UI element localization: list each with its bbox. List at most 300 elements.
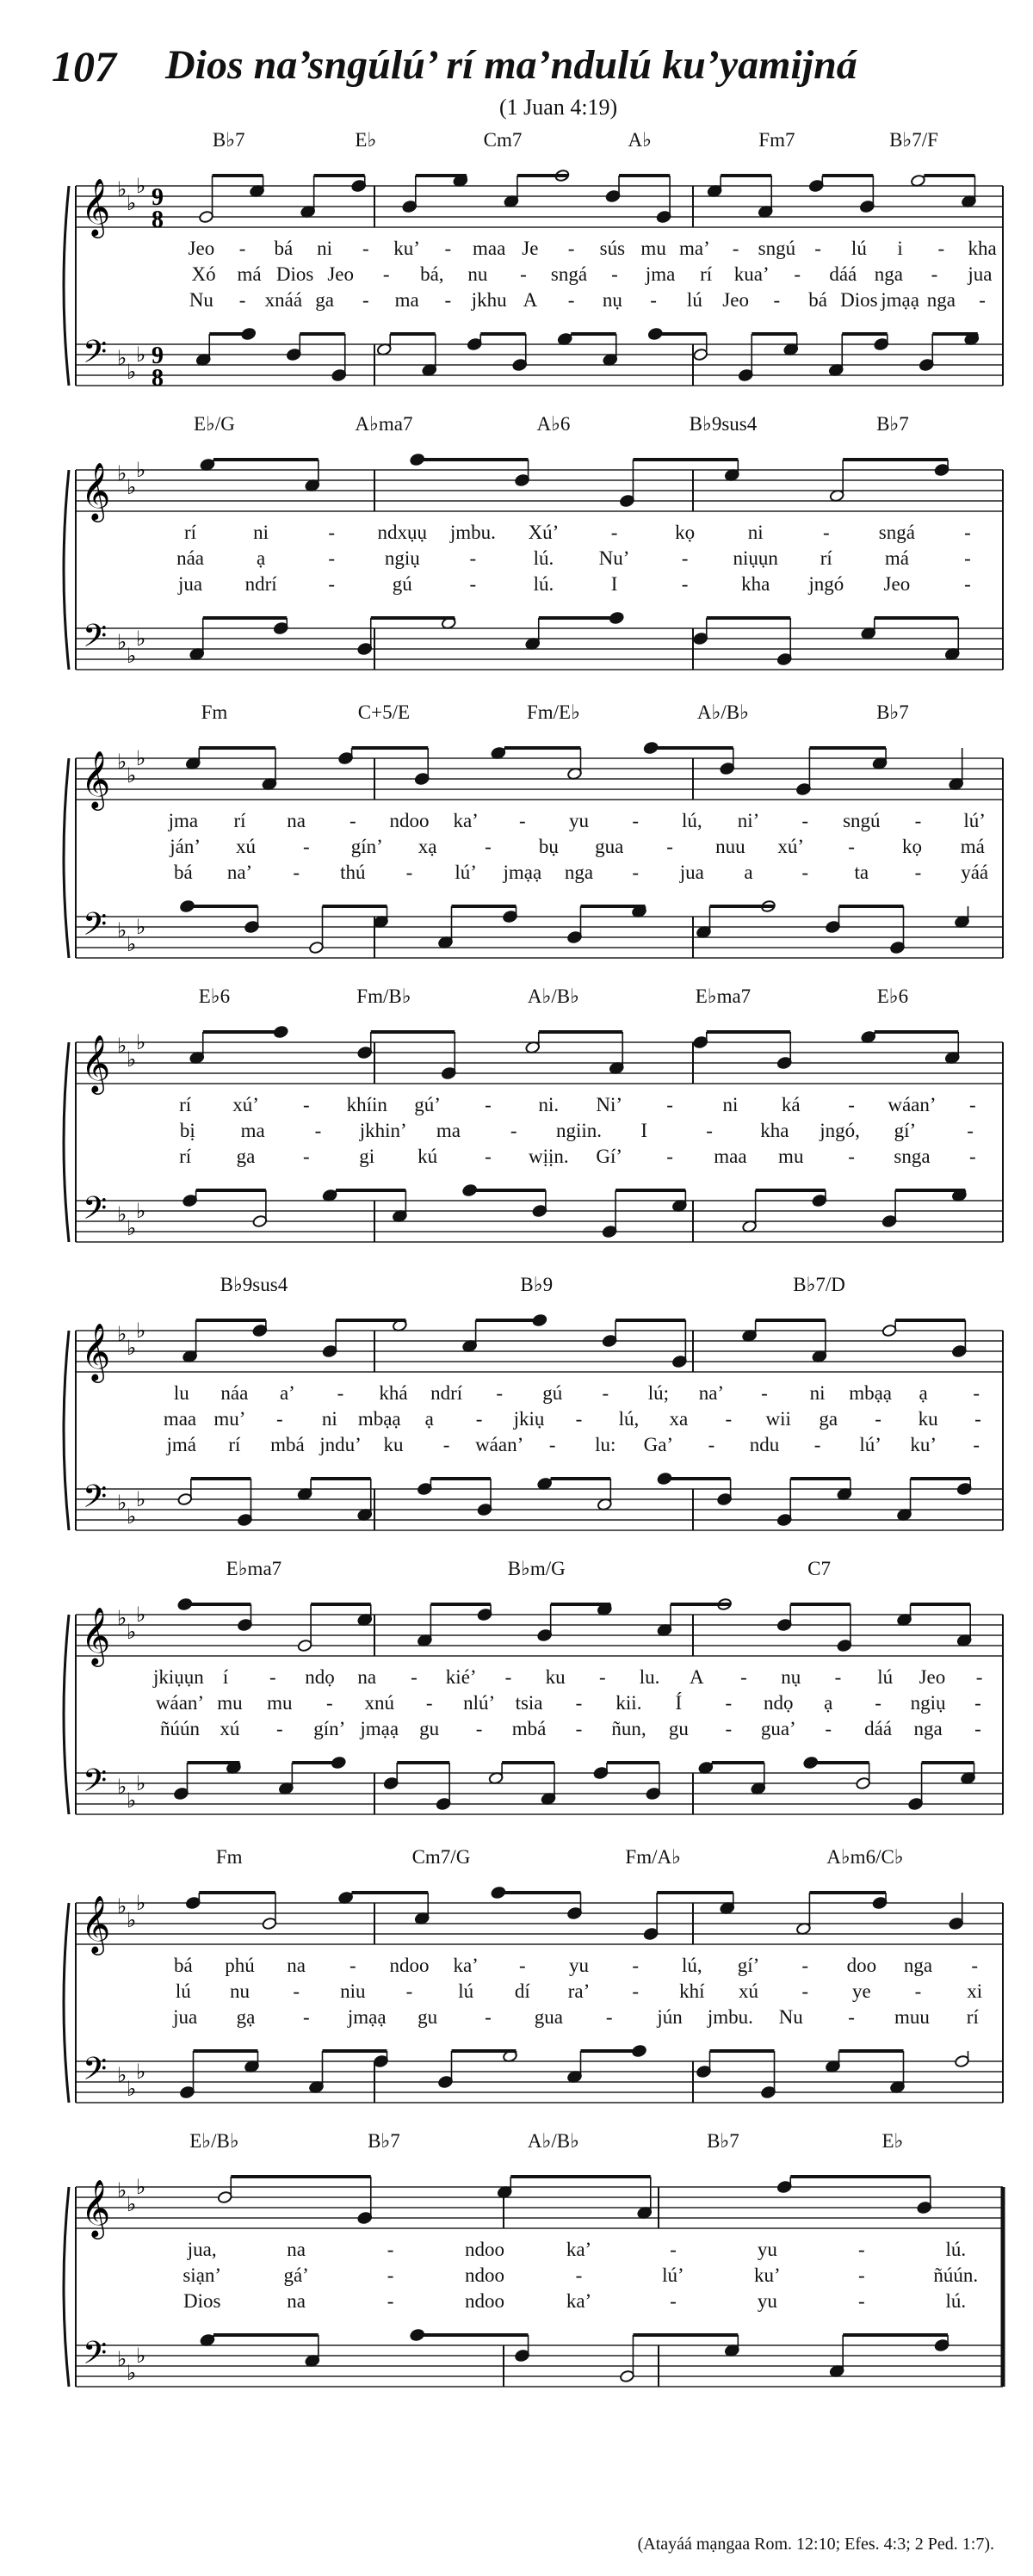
lyric-syllable: lú,: [682, 810, 702, 831]
chord-symbol: E♭6: [876, 985, 909, 1007]
lyric-syllable: ma: [240, 1120, 265, 1141]
lyric-syllable: -: [405, 862, 413, 883]
lyric-syllable: na’: [226, 862, 253, 883]
chord-symbol: Fm: [201, 701, 228, 723]
lyric-syllable: tsia: [515, 1692, 543, 1714]
lyric-syllable: má: [960, 836, 985, 857]
lyric-syllable: kọ: [675, 522, 696, 543]
flat-icon: ♭: [127, 1910, 137, 1932]
lyric-syllable: jngó,: [820, 1120, 860, 1141]
lyric-syllable: -: [975, 1666, 983, 1688]
lyric-syllable: ján’: [170, 836, 201, 857]
lyric-syllable: xnú: [364, 1692, 394, 1714]
system-brace: [64, 1903, 69, 2103]
flat-icon: ♭: [117, 463, 127, 485]
lyric-syllable: -: [822, 522, 830, 543]
lyric-syllable: i: [897, 238, 903, 259]
lyric-syllable: gua’: [760, 1718, 796, 1739]
lyric-syllable: phú: [225, 1955, 255, 1976]
lyric-syllable: -: [362, 289, 369, 311]
lyric-syllable: gú: [392, 573, 412, 595]
lyric-syllable: Jeo: [327, 263, 355, 285]
lyric-syllable: jma: [168, 810, 199, 831]
lyric-syllable: gín’: [313, 1718, 346, 1739]
lyric-syllable: -: [973, 1382, 980, 1404]
lyric-syllable: jmbu.: [707, 2006, 753, 2028]
lyric-syllable: nu: [230, 1980, 250, 2002]
lyric-syllable: -: [387, 2264, 394, 2286]
lyric-syllable: -: [857, 2290, 865, 2312]
lyric-syllable: -: [825, 1718, 832, 1739]
lyric-syllable: mbạạ: [849, 1382, 892, 1404]
lyric-syllable: -: [875, 1692, 881, 1714]
chord-symbol: B♭9: [520, 1274, 554, 1295]
system-5: [52, 1274, 1007, 1571]
lyric-syllable: niụụn: [733, 547, 778, 569]
flat-icon: ♭: [136, 748, 146, 770]
lyric-syllable: jngó: [808, 573, 844, 595]
lyric-syllable: Dios: [275, 263, 314, 285]
lyric-syllable: thú: [340, 862, 366, 883]
lyric-syllable: -: [575, 1408, 583, 1430]
hymn-header: [52, 34, 999, 129]
lyric-syllable: -: [681, 547, 689, 569]
chord-symbol: Fm/A♭: [625, 1846, 681, 1868]
lyric-syllable: -: [848, 836, 855, 857]
lyric-syllable: jmạạ: [347, 2006, 387, 2028]
chord-symbol: B♭7/F: [889, 129, 938, 151]
chord-symbol: E♭6: [198, 985, 231, 1007]
hymn-number: 107: [52, 42, 116, 90]
lyric-syllable: lú: [851, 238, 867, 259]
lyric-syllable: nlú’: [463, 1692, 496, 1714]
lyric-syllable: xi: [967, 1980, 983, 2002]
bass-staff: [76, 344, 1003, 386]
lyric-syllable: ndoo: [465, 2264, 505, 2286]
lyric-syllable: -: [605, 2006, 613, 2028]
chord-symbol: B♭7: [876, 413, 909, 435]
lyric-syllable: lú’: [455, 862, 477, 883]
lyric-syllable: maa: [714, 1146, 747, 1167]
lyric-syllable: na: [287, 1955, 306, 1976]
flat-icon: ♭: [117, 2180, 127, 2202]
lyric-syllable: A: [689, 1666, 704, 1688]
lyric-syllable: -: [602, 1382, 609, 1404]
system-brace: [64, 186, 69, 386]
flat-icon: ♭: [136, 2345, 146, 2368]
lyric-syllable: maa: [472, 238, 506, 259]
lyric-syllable: wii: [765, 1408, 791, 1430]
lyric-syllable: xú: [236, 836, 257, 857]
lyric-syllable: lú.: [533, 573, 554, 595]
lyric-syllable: -: [442, 1434, 450, 1455]
chord-symbol: E♭/G: [193, 413, 235, 435]
lyric-syllable: -: [794, 263, 801, 285]
lyric-syllable: doo: [846, 1955, 877, 1976]
lyric-syllable: ñun,: [611, 1718, 646, 1739]
chord-symbol: B♭9sus4: [220, 1274, 288, 1295]
lyric-syllable: -: [725, 1408, 733, 1430]
lyric-syllable: ka’: [453, 1955, 479, 1976]
lyric-syllable: gá’: [283, 2264, 309, 2286]
lyric-syllable: -: [964, 573, 971, 595]
chord-symbol: Fm: [215, 1846, 243, 1868]
lyric-syllable: -: [611, 263, 618, 285]
lyric-syllable: niu: [340, 1980, 366, 2002]
lyric-syllable: -: [485, 836, 492, 857]
lyric-syllable: ngiụ: [910, 1692, 946, 1714]
lyric-syllable: na’: [698, 1382, 725, 1404]
flat-icon: ♭: [117, 632, 127, 654]
lyric-syllable: ni: [747, 522, 764, 543]
lyric-syllable: lú’: [859, 1434, 881, 1455]
chord-symbol: A♭6: [536, 413, 571, 435]
lyric-syllable: khá: [379, 1382, 408, 1404]
lyric-syllable: muu: [894, 2006, 930, 2028]
lyric-syllable: Je: [522, 238, 539, 259]
lyric-syllable: -: [666, 836, 673, 857]
lyric-syllable: gua: [534, 2006, 563, 2028]
lyric-syllable: nuu: [715, 836, 745, 857]
lyric-syllable: -: [801, 1980, 808, 2002]
lyric-syllable: ga: [315, 289, 334, 311]
flat-icon: ♭: [117, 920, 127, 942]
lyric-syllable: Jeo: [188, 238, 215, 259]
lyric-syllable: lú,: [618, 1408, 640, 1430]
lyric-syllable: -: [337, 1382, 344, 1404]
lyric-syllable: dáá: [864, 1718, 893, 1739]
lyric-syllable: -: [303, 1094, 310, 1115]
chord-symbol: C+5/E: [357, 701, 411, 723]
chord-symbol: B♭7: [707, 2130, 739, 2152]
lyric-syllable: na: [287, 2290, 306, 2312]
lyric-syllable: ku: [383, 1434, 404, 1455]
lyric-syllable: lú: [686, 289, 702, 311]
lyric-syllable: -: [848, 2006, 855, 2028]
lyric-syllable: ku’: [393, 238, 420, 259]
chord-symbol: Fm/E♭: [526, 701, 580, 723]
lyric-syllable: ạ: [919, 1382, 928, 1404]
lyric-syllable: -: [485, 1094, 492, 1115]
lyric-syllable: -: [967, 1120, 974, 1141]
treble-clef-icon: 𝄞: [81, 1034, 111, 1092]
flat-icon: ♭: [127, 1049, 137, 1072]
lyric-syllable: -: [848, 1146, 855, 1167]
lyric-syllable: bá: [808, 289, 827, 311]
lyric-syllable: yu: [757, 2290, 777, 2312]
lyric-syllable: jua,: [187, 2239, 217, 2260]
treble-staff: [76, 758, 1003, 800]
lyric-syllable: má: [884, 547, 909, 569]
flat-icon: ♭: [117, 1492, 127, 1515]
flat-icon: ♭: [117, 1608, 127, 1630]
lyric-syllable: ni: [722, 1094, 739, 1115]
lyric-syllable: ndrí: [244, 573, 277, 595]
lyric-syllable: wịịn.: [528, 1146, 569, 1167]
lyric-syllable: -: [485, 1146, 492, 1167]
treble-staff: [76, 1331, 1003, 1372]
lyric-syllable: ra’: [567, 1980, 591, 2002]
lyric-syllable: -: [968, 1146, 976, 1167]
lyric-syllable: -: [303, 836, 310, 857]
lyric-syllable: -: [968, 1094, 976, 1115]
lyric-syllable: rí: [179, 1146, 192, 1167]
lyric-syllable: -: [848, 1094, 855, 1115]
lyric-syllable: ñúún.: [933, 2264, 979, 2286]
lyric-syllable: sngá: [550, 263, 588, 285]
lyric-syllable: -: [974, 1408, 981, 1430]
flat-icon: ♭: [117, 179, 127, 201]
lyric-syllable: lú;: [647, 1382, 669, 1404]
lyric-syllable: ndxụụ: [377, 522, 428, 543]
lyric-syllable: -: [387, 2290, 394, 2312]
lyric-syllable: ka’: [566, 2290, 592, 2312]
lyric-syllable: nga: [913, 1718, 943, 1739]
lyric-syllable: jndu’: [319, 1434, 362, 1455]
lyric-syllable: -: [650, 289, 657, 311]
scripture-reference: (1 Juan 4:19): [499, 95, 618, 120]
chord-symbol: E♭ma7: [695, 985, 752, 1007]
lyric-syllable: gạ: [236, 2006, 256, 2028]
lyric-syllable: -: [405, 1980, 413, 2002]
lyric-syllable: Jeo: [722, 289, 749, 311]
lyric-syllable: ka’: [566, 2239, 592, 2260]
lyric-syllable: ku: [918, 1408, 938, 1430]
chord-symbol: Fm/B♭: [356, 985, 411, 1007]
lyric-syllable: jún: [657, 2006, 683, 2028]
lyric-syllable: Dios: [840, 289, 878, 311]
flat-icon: ♭: [136, 2177, 146, 2199]
lyric-syllable: mbá: [511, 1718, 547, 1739]
bass-clef-icon: 𝄢: [83, 1763, 108, 1807]
lyric-syllable: -: [520, 263, 527, 285]
lyric-syllable: -: [834, 1666, 842, 1688]
chord-symbol: A♭/B♭: [527, 2130, 579, 2152]
lyric-syllable: -: [411, 1666, 418, 1688]
lyric-syllable: ká: [781, 1094, 801, 1115]
lyric-syllable: bụ: [538, 836, 559, 857]
lyric-syllable: -: [444, 289, 452, 311]
chord-symbol: A♭: [628, 129, 652, 151]
lyric-syllable: -: [875, 1408, 881, 1430]
lyric-syllable: lú’: [662, 2264, 684, 2286]
chord-symbol: B♭7: [876, 701, 909, 723]
flat-icon: ♭: [117, 1204, 127, 1226]
lyric-syllable: jmá: [166, 1434, 197, 1455]
lyric-syllable: dáá: [829, 263, 857, 285]
lyric-syllable: -: [362, 238, 369, 259]
lyric-syllable: -: [761, 1382, 768, 1404]
lyric-syllable: jua: [968, 263, 993, 285]
lyric-syllable: -: [740, 1666, 747, 1688]
chord-symbol: A♭/B♭: [696, 701, 749, 723]
lyric-syllable: -: [666, 1094, 673, 1115]
lyric-syllable: -: [387, 2239, 394, 2260]
lyric-syllable: xú: [220, 1718, 240, 1739]
lyric-syllable: -: [974, 1718, 981, 1739]
lyric-syllable: ạ: [257, 547, 266, 569]
flat-icon: ♭: [127, 2194, 137, 2216]
flat-icon: ♭: [127, 1622, 137, 1644]
flat-icon: ♭: [127, 2363, 137, 2385]
bass-clef-icon: 𝄢: [83, 2335, 108, 2379]
lyric-syllable: na: [357, 1666, 377, 1688]
flat-icon: ♭: [136, 1201, 146, 1223]
footer-references: (Atayáá mạngaa Rom. 12:10; Efes. 4:3; 2 Ped. 1:7).: [637, 2535, 994, 2554]
lyric-syllable: rí: [184, 522, 197, 543]
chord-symbol: Fm7: [758, 129, 795, 151]
lyric-syllable: wáan’: [888, 1094, 937, 1115]
lyric-syllable: -: [801, 810, 808, 831]
lyric-syllable: gín’: [350, 836, 383, 857]
flat-icon: ♭: [117, 2065, 127, 2087]
lyric-syllable: xa: [669, 1408, 689, 1430]
treble-clef-icon: 𝄞: [81, 177, 111, 236]
lyric-syllable: -: [670, 2239, 677, 2260]
lyric-syllable: wáan’: [155, 1692, 205, 1714]
lyric-syllable: ndoo: [389, 810, 430, 831]
lyric-syllable: jmạạ: [503, 862, 542, 883]
lyric-syllable: -: [857, 2239, 865, 2260]
lyric-syllable: na: [287, 2239, 306, 2260]
lyric-syllable: xnáá: [264, 289, 303, 311]
chord-symbol: B♭9sus4: [689, 413, 758, 435]
lyric-syllable: jua: [679, 862, 704, 883]
treble-clef-icon: 𝄞: [81, 1322, 111, 1381]
lyric-syllable: -: [575, 1692, 583, 1714]
lyric-syllable: -: [293, 862, 300, 883]
lyric-syllable: bá: [274, 238, 294, 259]
lyric-syllable: -: [632, 1955, 639, 1976]
lyric-syllable: mu: [217, 1692, 243, 1714]
lyric-syllable: -: [973, 1434, 980, 1455]
flat-icon: ♭: [136, 1320, 146, 1343]
lyric-syllable: -: [518, 1955, 526, 1976]
lyric-syllable: -: [485, 2006, 492, 2028]
flat-icon: ♭: [117, 751, 127, 774]
lyric-syllable: gi: [359, 1146, 375, 1167]
lyric-syllable: xạ: [418, 836, 437, 857]
lyric-syllable: lú’: [963, 810, 986, 831]
lyric-syllable: jkhu: [471, 289, 507, 311]
lyric-syllable: náa: [176, 547, 204, 569]
lyric-syllable: Ga’: [643, 1434, 674, 1455]
lyric-syllable: -: [814, 238, 821, 259]
lyric-syllable: Ni’: [596, 1094, 623, 1115]
lyric-syllable: xú’: [232, 1094, 259, 1115]
lyric-syllable: -: [666, 1146, 673, 1167]
lyric-syllable: bị: [179, 1120, 195, 1141]
lyric-syllable: -: [801, 862, 808, 883]
flat-icon: ♭: [136, 917, 146, 939]
lyric-syllable: -: [914, 1980, 922, 2002]
flat-icon: ♭: [127, 934, 137, 956]
lyric-syllable: nụ: [781, 1666, 801, 1688]
lyric-syllable: nga: [926, 289, 956, 311]
lyric-syllable: lú: [175, 1980, 191, 2002]
lyric-syllable: -: [328, 547, 336, 569]
lyric-syllable: yáá: [961, 862, 989, 883]
flat-icon: ♭: [117, 348, 127, 370]
flat-icon: ♭: [127, 1506, 137, 1529]
lyric-syllable: -: [548, 1434, 556, 1455]
lyric-syllable: xú’: [777, 836, 805, 857]
lyric-syllable: -: [632, 810, 639, 831]
lyric-syllable: ạ: [824, 1692, 833, 1714]
lyric-syllable: ye: [851, 1980, 871, 2002]
lyric-syllable: -: [325, 1692, 333, 1714]
flat-icon: ♭: [127, 646, 137, 668]
lyric-syllable: kii.: [615, 1692, 642, 1714]
lyric-syllable: -: [801, 1955, 808, 1976]
lyric-syllable: -: [510, 1120, 517, 1141]
lyric-syllable: -: [610, 522, 618, 543]
lyric-syllable: nga: [874, 263, 903, 285]
flat-icon: ♭: [117, 1035, 127, 1058]
lyric-syllable: kha: [760, 1120, 789, 1141]
lyric-syllable: ga: [819, 1408, 838, 1430]
lyric-syllable: -: [238, 238, 246, 259]
lyric-syllable: gí’: [737, 1955, 760, 1976]
lyric-syllable: -: [725, 1692, 733, 1714]
lyric-syllable: A: [523, 289, 538, 311]
lyric-syllable: -: [857, 2264, 865, 2286]
lyric-syllable: mu: [267, 1692, 293, 1714]
system-brace: [64, 1331, 69, 1530]
bass-staff: [76, 917, 1003, 958]
lyric-syllable: -: [732, 238, 739, 259]
lyric-syllable: gu: [668, 1718, 689, 1739]
lyric-syllable: maa: [163, 1408, 197, 1430]
lyric-syllable: ndoo: [465, 2290, 505, 2312]
lyric-syllable: ni: [253, 522, 269, 543]
lyric-syllable: jmạạ: [360, 1718, 399, 1739]
lyric-syllable: náa: [220, 1382, 249, 1404]
hymn-title: Dios na’sngúlú’ rí ma’ndulú ku’yamijná: [165, 42, 857, 88]
lyric-syllable: ngiin.: [555, 1120, 603, 1141]
lyric-syllable: -: [276, 1718, 283, 1739]
lyric-syllable: a’: [279, 1382, 295, 1404]
flat-icon: ♭: [136, 344, 146, 367]
lyric-syllable: -: [518, 810, 526, 831]
lyric-syllable: -: [349, 810, 356, 831]
lyric-syllable: ka’: [453, 810, 479, 831]
lyric-syllable: gua: [595, 836, 624, 857]
system-brace: [64, 470, 69, 670]
lyric-syllable: lu.: [639, 1666, 660, 1688]
lyric-syllable: kú: [418, 1146, 438, 1167]
lyric-syllable: gú: [542, 1382, 563, 1404]
lyric-syllable: kié’: [445, 1666, 477, 1688]
lyric-syllable: -: [425, 1692, 433, 1714]
time-signature-bottom: 8: [152, 365, 164, 392]
flat-icon: ♭: [136, 2061, 146, 2084]
time-signature-bottom: 8: [152, 207, 164, 233]
lyric-syllable: sngú: [843, 810, 881, 831]
lyric-syllable: ndrí: [430, 1382, 463, 1404]
lyric-syllable: kha: [741, 573, 770, 595]
lyric-syllable: mbạạ: [357, 1408, 401, 1430]
lyric-syllable: rí: [228, 1434, 241, 1455]
lyric-syllable: -: [567, 238, 575, 259]
lyric-syllable: ñúún: [159, 1718, 200, 1739]
lyric-syllable: Dios: [182, 2290, 221, 2312]
system-brace: [64, 1042, 69, 1242]
lyric-syllable: má: [237, 263, 262, 285]
bass-clef-icon: 𝄢: [83, 1190, 108, 1234]
lyric-syllable: -: [964, 547, 971, 569]
lyric-syllable: -: [575, 2264, 583, 2286]
